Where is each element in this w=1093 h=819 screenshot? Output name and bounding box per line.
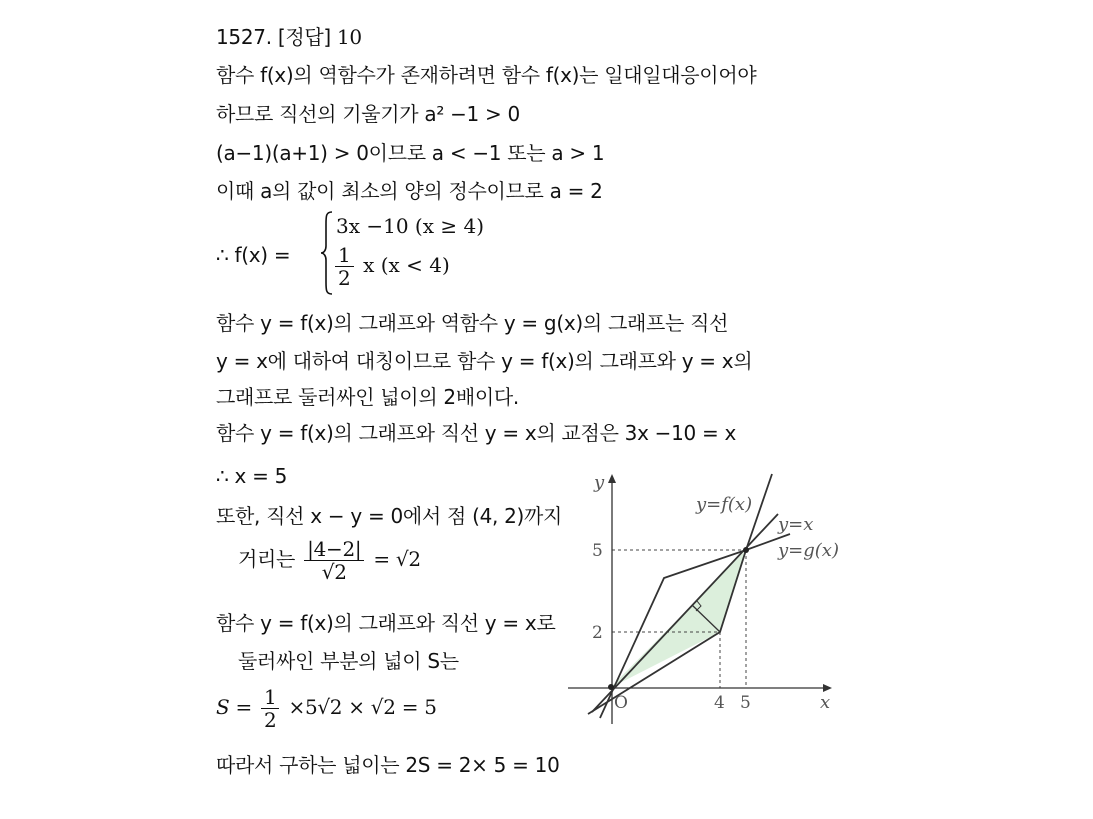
fraction-numerator: 1 [335,244,354,267]
text-line-8: 그래프로 둘러싸인 넓이의 2배이다. [216,385,519,409]
distance-fraction [304,538,364,583]
label-line-yx: y=x [778,514,814,535]
area-lhs: S = [216,695,252,719]
area-denominator: 2 [263,708,277,732]
fraction-denominator: 2 [338,266,351,290]
problem-header [216,24,362,50]
piecewise-case-1: 3x −10 (x ≥ 4) [336,214,485,238]
area-fraction [261,686,279,731]
problem-number: 1527. [216,25,272,49]
area-rhs: ×5√2 × √2 = 5 [288,695,437,719]
line-y-equals-x [592,514,778,712]
text-line-7: y = x에 대하여 대칭이므로 함수 y = f(x)의 그래프와 y = x의 [216,349,753,373]
label-curve-g: y=g(x) [778,540,839,561]
distance-label: 거리는 [238,547,296,571]
text-line-14: 둘러싸인 부분의 넓이 S는 [238,649,459,673]
distance-line [238,538,421,583]
piecewise-lhs: ∴ f(x) = [216,243,291,267]
area-line [216,686,437,731]
text-line-10: ∴ x = 5 [216,464,288,488]
text-line-3: (a−1)(a+1) > 0이므로 a < −1 또는 a > 1 [216,141,605,165]
y-axis-arrow [608,474,616,483]
origin-label: O [614,693,628,713]
text-line-13: 함수 y = f(x)의 그래프와 직선 y = x로 [216,611,556,635]
label-curve-f: y=f(x) [696,494,753,515]
graph [560,462,870,732]
tick-y2: 2 [592,623,603,643]
text-line-1: 함수 f(x)의 역함수가 존재하려면 함수 f(x)는 일대일대응이어야 [216,63,757,87]
area-numerator: 1 [261,686,279,709]
tick-x5: 5 [740,693,751,713]
text-line-11: 또한, 직선 x − y = 0에서 점 (4, 2)까지 [216,504,563,528]
point-intersection [743,547,749,553]
x-axis-label: x [820,692,831,713]
tick-y5: 5 [592,541,603,561]
answer-value: 10 [336,25,362,49]
piecewise-case-2 [332,244,450,289]
tick-x4: 4 [714,693,725,713]
distance-denominator: √2 [321,560,347,584]
text-line-4: 이때 a의 값이 최소의 양의 정수이므로 a = 2 [216,179,603,203]
distance-result: = √2 [373,547,421,571]
text-line-2: 하므로 직선의 기울기가 a² −1 > 0 [216,102,520,126]
point-origin [608,684,614,690]
text-line-9: 함수 y = f(x)의 그래프와 직선 y = x의 교점은 3x −10 = x [216,421,737,445]
y-axis-label: y [594,472,605,493]
distance-numerator: |4−2| [304,538,364,561]
text-line-6: 함수 y = f(x)의 그래프와 역함수 y = g(x)의 그래프는 직선 [216,311,729,335]
piecewise-case-2-text: x (x < 4) [363,253,450,277]
x-axis-arrow [823,684,832,692]
answer-label: [정답] [277,25,331,49]
fraction-half [335,244,354,289]
text-line-16: 따라서 구하는 넓이는 2S = 2× 5 = 10 [216,753,560,777]
